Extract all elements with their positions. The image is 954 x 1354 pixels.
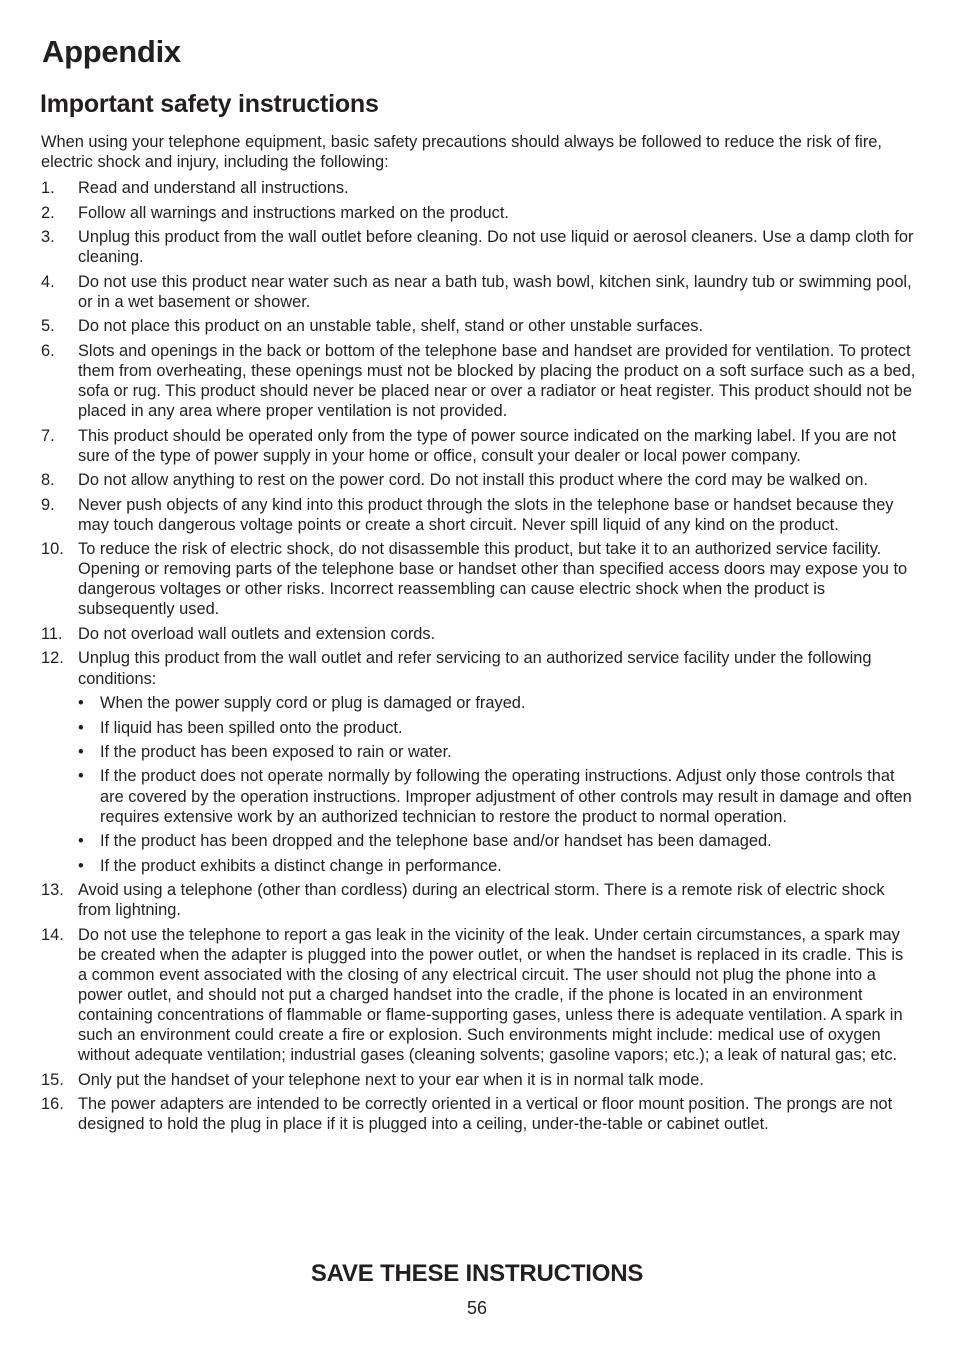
intro-paragraph: When using your telephone equipment, basic safety precautions should always be followed to reduce the risk of fire, electric shock and injury, including the following: [41,133,882,172]
bullet-icon: • [78,856,84,875]
list-item [41,880,916,920]
item-number: 2. [41,203,55,222]
condition-text: If liquid has been spilled onto the product. [100,718,403,737]
instruction-list [41,178,916,1134]
list-item [41,495,916,535]
item-number: 10. [41,540,64,559]
condition-text: If the product has been exposed to rain or water. [100,743,452,761]
item-text: Never push objects of any kind into this product through the slots in the telephone base or handset because they may touch dangerous voltage points or create a short circuit. Never spill liquid of any kind on the product. [78,495,894,534]
condition-item [78,742,916,762]
list-item [41,341,916,421]
bullet-icon: • [78,767,84,786]
condition-item [78,856,916,876]
item-number: 5. [41,317,55,336]
item-text: Unplug this product from the wall outlet before cleaning. Do not use liquid or aerosol cleaners. Use a damp cloth for cleaning. [78,228,914,267]
item-text: Avoid using a telephone (other than cordless) during an electrical storm. There is a remote risk of electric shock from lightning. [78,881,885,920]
item-number: 14. [41,925,64,944]
item-number: 16. [41,1095,64,1114]
item-number: 13. [41,881,64,900]
list-item [41,925,916,1066]
item-text: Only put the handset of your telephone next to your ear when it is in normal talk mode. [78,1070,704,1089]
item-number: 15. [41,1070,64,1089]
save-instructions-heading: SAVE THESE INSTRUCTIONS [310,1260,644,1287]
list-item [41,203,916,223]
item-number: 9. [41,495,55,514]
item-text: Do not overload wall outlets and extension cords. [78,624,436,643]
condition-item [78,693,916,713]
item-text: Slots and openings in the back or bottom of the telephone base and handset are provided for ventilation. To protect them from overheating, these openings must not be blocked by placing the product on a soft surface such as a bed, sofa or rug. This product should never be placed near or over a radiator or heat register. This product should not be placed in any area where proper ventilation is not provided. [78,341,916,421]
list-item [41,227,916,267]
condition-text: If the product does not operate normally by following the operating instructions. Adjust only those controls that are covered by the operation instructions. Improper adjustment of other controls may result in damage and often requires extensive work by an authorized technician to restore the product to normal operation. [100,767,912,826]
page-number: 56 [466,1298,488,1318]
item-number: 11. [41,624,63,643]
condition-item [78,718,916,738]
list-item [41,272,916,312]
item-text: The power adapters are intended to be correctly oriented in a vertical or floor mount position. The prongs are not designed to hold the plug in place if it is plugged into a ceiling, under-the-table or cabinet outlet. [78,1095,893,1134]
list-item [41,178,916,198]
list-item [41,426,916,466]
condition-text: When the power supply cord or plug is damaged or frayed. [100,694,526,713]
bullet-icon: • [78,718,84,737]
item-text: Unplug this product from the wall outlet and refer servicing to an authorized service facility under the following conditions: [78,649,872,688]
page-title: Important safety instructions [40,90,379,118]
list-item [41,624,916,644]
section-title: Appendix [42,34,181,69]
item-number: 3. [41,228,55,247]
item-text: Follow all warnings and instructions marked on the product. [78,203,509,222]
item-number: 4. [41,272,55,291]
item-number: 1. [41,179,55,198]
item-text: To reduce the risk of electric shock, do not disassemble this product, but take it to an authorized service facility. Opening or removing parts of the telephone base or handset other than specified access doors may expose you to dangerous voltages or other risks. Incorrect reassembling can cause electric shock when the product is subsequently used. [78,540,908,619]
list-item [41,1094,916,1134]
item-text: Do not use the telephone to report a gas leak in the vicinity of the leak. Under certain circumstances, a spark may be created when the adapter is plugged into the power outlet, or when the handset is replaced in its cradle. This is a common event associated with the closing of any electrical circuit. The user should not plug the phone into a power outlet, and should not put a charged handset into the cradle, if the phone is located in an environment containing concentrations of flammable or flame-supporting gases, unless there is adequate ventilation. A spark in such an environment could create a fire or explosion. Such environments might include: medical use of oxygen without adequate ventilation; industrial gases (cleaning solvents; gasoline vapors; etc.); a leak of natural gas; etc. [78,925,904,1065]
item-number: 12. [41,649,64,668]
list-item [41,648,916,875]
item-text: This product should be operated only from the type of power source indicated on the marking label. If you are not sure of the type of power supply in your home or office, consult your dealer or local power company. [78,426,897,465]
list-item [41,316,916,336]
condition-item [78,766,916,826]
bullet-icon: • [78,743,84,761]
item-text: Do not allow anything to rest on the power cord. Do not install this product where the cord may be walked on. [78,471,868,490]
item-text: Do not place this product on an unstable table, shelf, stand or other unstable surfaces. [78,317,704,336]
item-number: 8. [41,471,55,490]
item-text: Read and understand all instructions. [78,179,349,198]
bullet-icon: • [78,694,84,713]
bullet-icon: • [78,832,84,851]
condition-item [78,831,916,851]
list-item [41,539,916,619]
condition-text: If the product exhibits a distinct change in performance. [100,856,502,875]
safety-content [41,132,916,1139]
list-item [41,470,916,490]
conditions-list [78,693,916,876]
item-text: Do not use this product near water such as near a bath tub, wash bowl, kitchen sink, laundry tub or swimming pool, or in a wet basement or shower. [78,272,912,311]
condition-text: If the product has been dropped and the telephone base and/or handset has been damaged. [100,832,772,851]
item-number: 6. [41,341,55,360]
item-number: 7. [41,426,55,445]
list-item [41,1070,916,1090]
